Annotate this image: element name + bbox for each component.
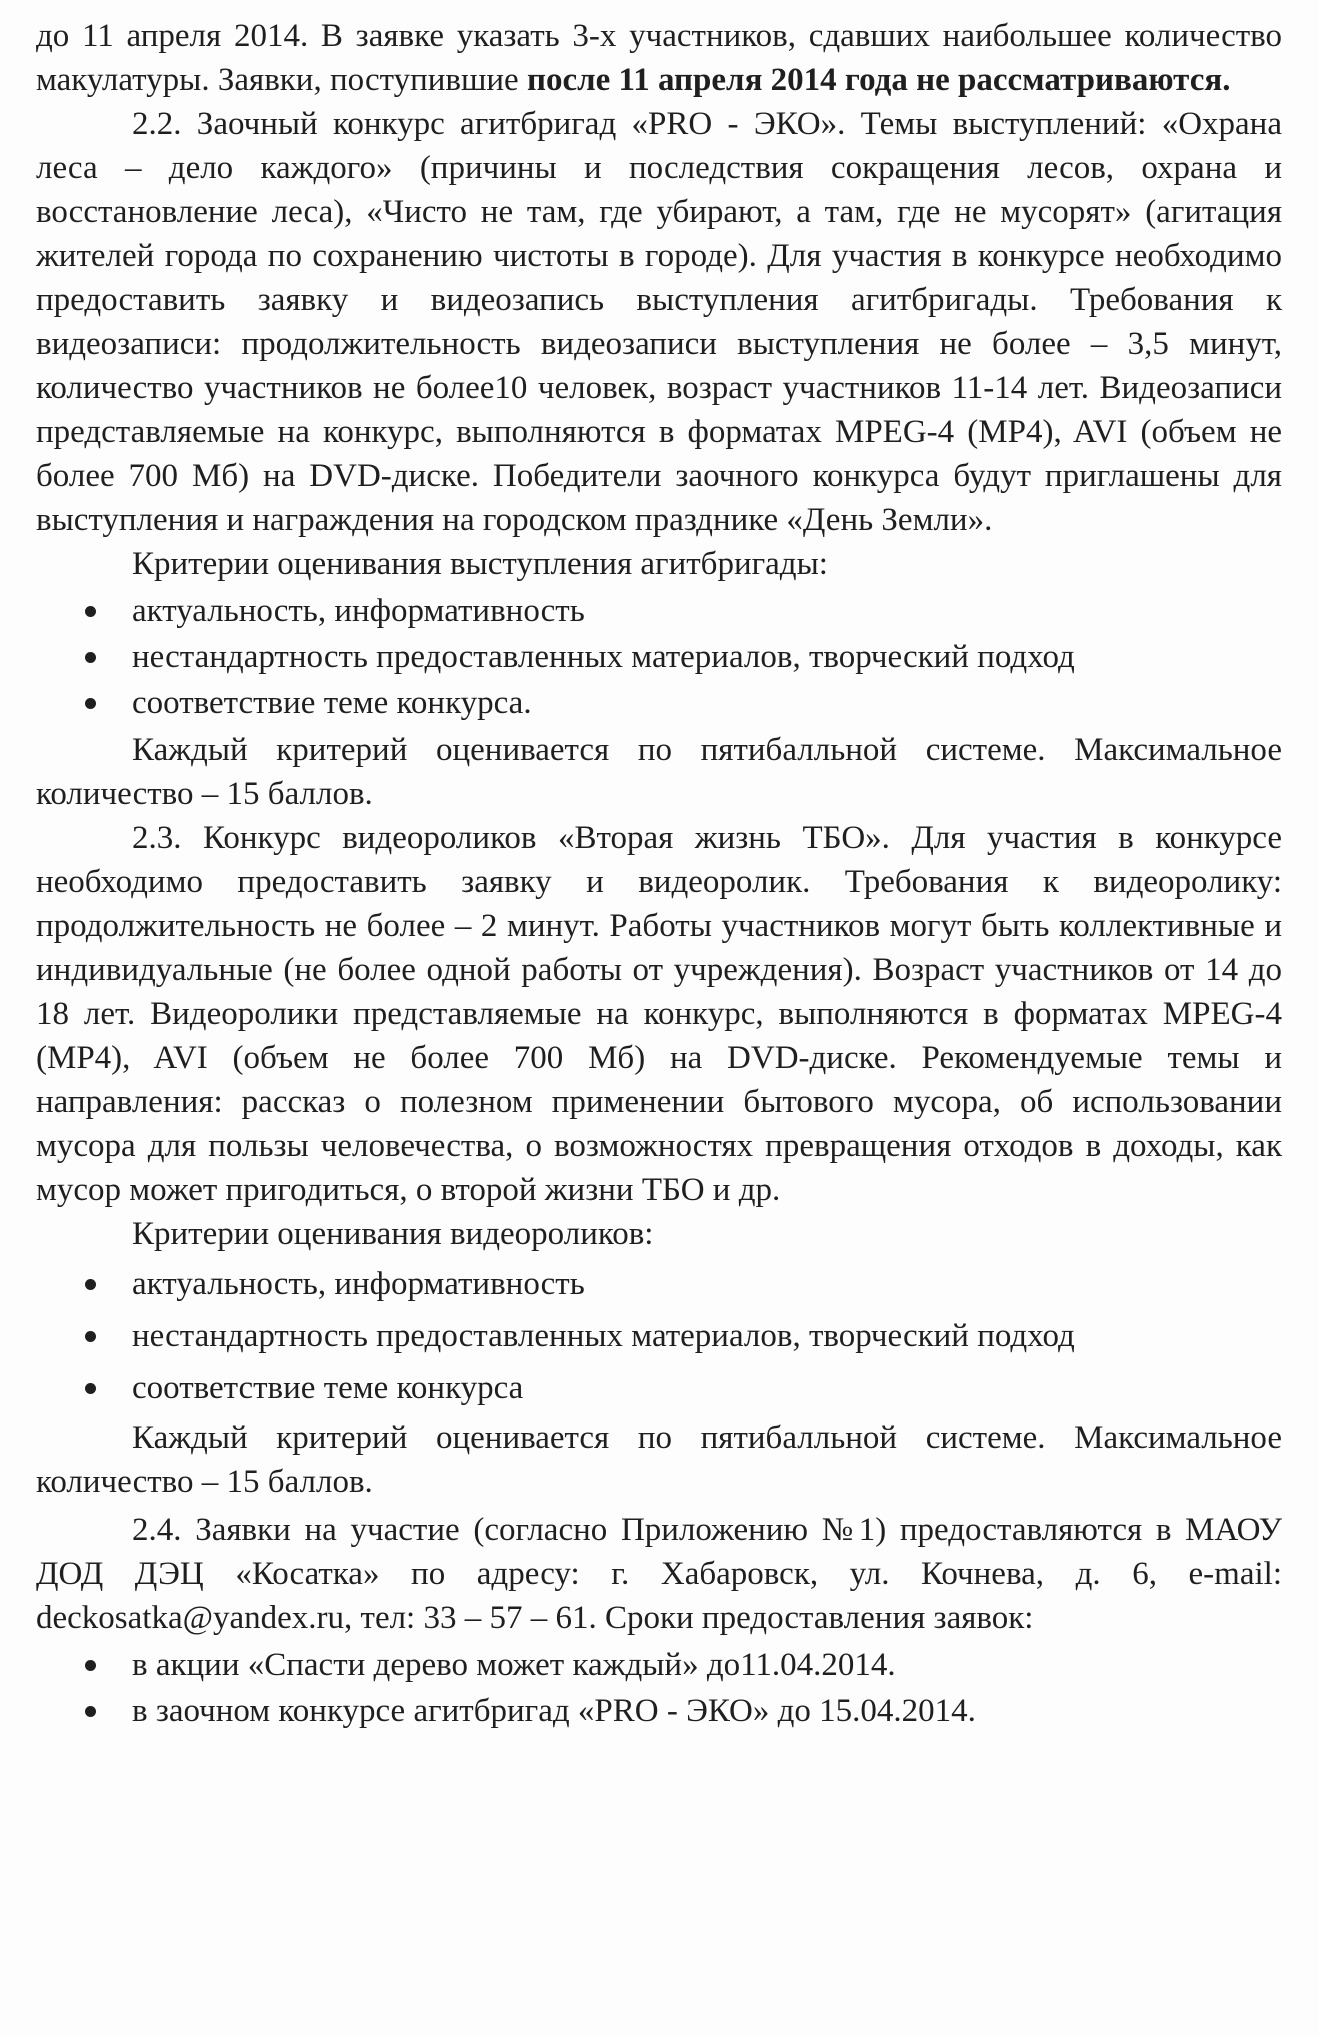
criteria-item-text: соответствие теме конкурса xyxy=(132,1370,524,1406)
section-2-3-criteria-list xyxy=(36,1258,1282,1414)
criteria-item-text: нестандартность предоставленных материалов, творческий подход xyxy=(132,1318,1075,1354)
section-2-3-scoring: Каждый критерий оценивается по пятибалльной системе. Максимальное количество – 15 баллов. xyxy=(36,1420,1282,1500)
bullet-icon xyxy=(85,698,96,709)
section-2-4-paragraph: 2.4. Заявки на участие (согласно Приложению №1) предоставляются в МАОУ ДОД ДЭЦ «Косатка» по адресу: г. Хабаровск, ул. Кочнева, д. 6, e-mail: deckosatka@yandex.ru, тел: 33 – 57 – 61. Сроки предоставления заявок: xyxy=(36,1512,1282,1636)
deadline-item-text: в акции «Спасти дерево может каждый» до11.04.2014. xyxy=(132,1647,896,1683)
section-2-4-deadlines-list xyxy=(36,1642,1282,1734)
document-body xyxy=(36,14,1282,1736)
criteria-item xyxy=(36,588,1282,634)
section-2-2-paragraph: 2.2. Заочный конкурс агитбригад «PRO - ЭКО». Темы выступлений: «Охрана леса – дело каждого» (причины и последствия сокращения лесов, охрана и восстановление леса), «Чисто не там, где убирают, а там, где не мусорят» (агитация жителей города по сохранению чистоты в городе). Для участия в конкурсе необходимо предоставить заявку и видеозапись выступления агитбригады. Требования к видеозаписи: продолжительность видеозаписи выступления не более – 3,5 минут, количество участников не более10 человек, возраст участников 11-14 лет. Видеозаписи представляемые на конкурс, выполняются в форматах MPEG-4 (MP4), AVI (объем не более 700 Мб) на DVD-диске. Победители заочного конкурса будут приглашены для выступления и награждения на городском празднике «День Земли». xyxy=(36,106,1282,538)
bullet-icon xyxy=(85,606,96,617)
criteria-item xyxy=(36,1258,1282,1310)
section-2-2-scoring: Каждый критерий оценивается по пятибалльной системе. Максимальное количество – 15 баллов. xyxy=(36,732,1282,812)
bullet-icon xyxy=(85,1279,96,1290)
criteria-item-text: соответствие теме конкурса. xyxy=(132,685,532,721)
section-2-3-criteria-heading: Критерии оценивания видеороликов: xyxy=(132,1216,654,1252)
criteria-item xyxy=(36,1362,1282,1414)
criteria-item xyxy=(36,1310,1282,1362)
section-2-3-paragraph: 2.3. Конкурс видеороликов «Вторая жизнь ТБО». Для участия в конкурсе необходимо предоставить заявку и видеоролик. Требования к видеоролику: продолжительность не более – 2 минут. Работы участников могут быть коллективные и индивидуальные (не более одной работы от учреждения). Возраст участников от 14 до 18 лет. Видеоролики представляемые на конкурс, выполняются в форматах MPEG-4 (MP4), AVI (объем не более 700 Мб) на DVD-диске. Рекомендуемые темы и направления: рассказ о полезном применении бытового мусора, об использовании мусора для пользы человечества, о возможностях превращения отходов в доходы, как мусор может пригодиться, о второй жизни ТБО и др. xyxy=(36,820,1282,1208)
bullet-icon xyxy=(85,1331,96,1342)
criteria-item-text: актуальность, информативность xyxy=(132,1266,585,1302)
deadline-item-text: в заочном конкурсе агитбригад «PRO - ЭКО» до 15.04.2014. xyxy=(132,1693,976,1729)
deadline-item xyxy=(36,1642,1282,1688)
section-2-1-deadline-note: после 11 апреля 2014 года не рассматриваются. xyxy=(526,62,1231,98)
criteria-item-text: нестандартность предоставленных материалов, творческий подход xyxy=(132,639,1075,675)
section-2-2-criteria-heading: Критерии оценивания выступления агитбригады: xyxy=(132,546,828,582)
criteria-item-text: актуальность, информативность xyxy=(132,593,585,629)
section-2-1-tail xyxy=(36,14,1282,102)
bullet-icon xyxy=(85,1383,96,1394)
bullet-icon xyxy=(85,652,96,663)
bullet-icon xyxy=(85,1660,96,1671)
criteria-item xyxy=(36,680,1282,726)
section-2-2-criteria-list xyxy=(36,588,1282,726)
bullet-icon xyxy=(85,1706,96,1717)
deadline-item xyxy=(36,1688,1282,1734)
section-2-1-tail-text: до 11 апреля 2014. В заявке указать 3-х участников, сдавших наибольшее количество макулатуры. Заявки, поступившие xyxy=(36,18,1282,98)
criteria-item xyxy=(36,634,1282,680)
